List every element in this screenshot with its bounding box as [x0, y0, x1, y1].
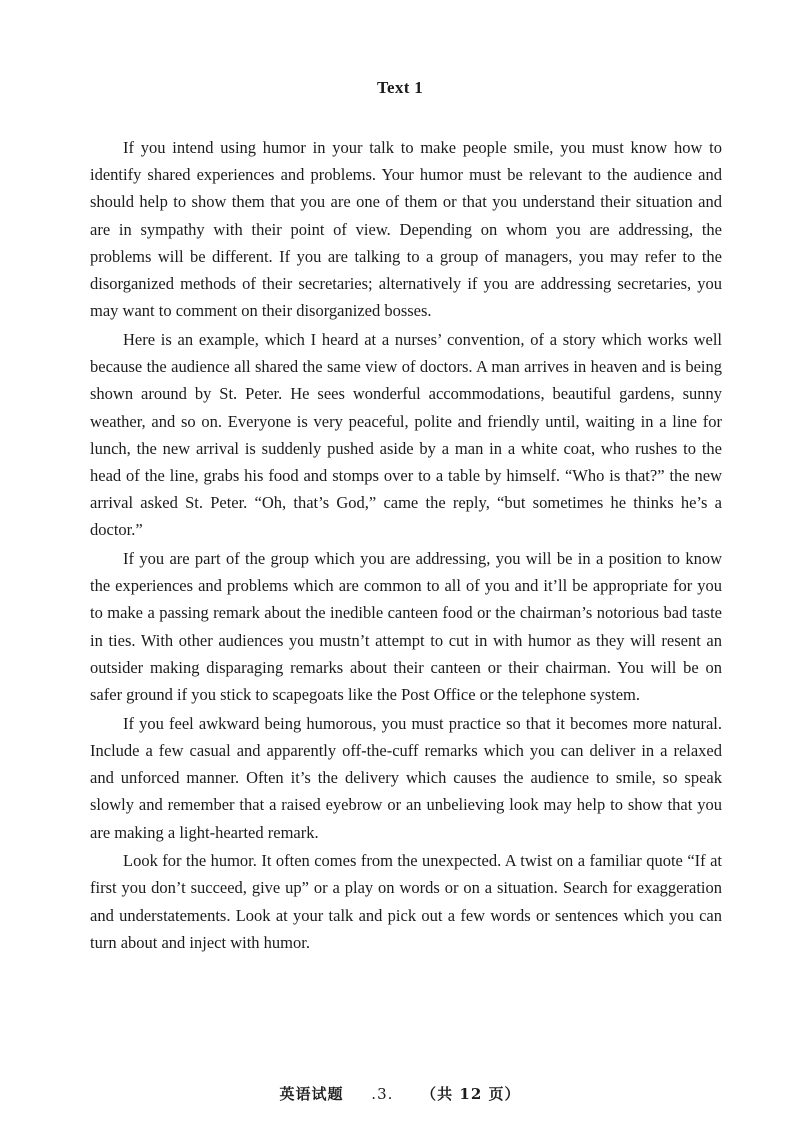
passage-body [90, 134, 722, 958]
paragraph-3: If you are part of the group which you are addressing, you will be in a position to know the experiences and problems which are common to all of you and it’ll be appropriate for you to make a passing remark about the inedible canteen food or the chairman’s notorious bad taste in ties. With other audiences you mustn’t attempt to cut in with humor as they will resent an outsider making disparaging remarks about their canteen or their chairman. You will be on safer ground if you stick to scapegoats like the Post Office or the telephone system. [90, 549, 722, 705]
page-footer [0, 1083, 800, 1104]
footer-total-pages: （共 12 页） [421, 1085, 521, 1103]
paragraph-2: Here is an example, which I heard at a nurses’ convention, of a story which works well because the audience all shared the same view of doctors. A man arrives in heaven and is being shown around by St. Peter. He sees wonderful accommodations, beautiful gardens, sunny weather, and so on. Everyone is very peaceful, polite and friendly until, waiting in a line for lunch, the new arrival is suddenly pushed aside by a man in a white coat, who rushes to the head of the line, grabs his food and stomps over to a table by himself. “Who is that?” the new arrival asked St. Peter. “Oh, that’s God,” came the reply, “but sometimes he thinks he’s a doctor.” [90, 329, 722, 540]
paragraph-1: If you intend using humor in your talk to make people smile, you must know how to identify shared experiences and problems. Your humor must be relevant to the audience and should help to show them that you are one of them or that you understand their situation and are in sympathy with their point of view. Depending on whom you are addressing, the problems will be different. If you are talking to a group of managers, you may refer to the disorganized methods of their secretaries; alternatively if you are addressing secretaries, you may want to comment on their disorganized bosses. [90, 138, 722, 321]
footer-page-number: .3. [371, 1085, 394, 1103]
paragraph-5: Look for the humor. It often comes from the unexpected. A twist on a familiar quote “If at first you don’t succeed, give up” or a play on words or on a situation. Search for exaggeration and understatements. Look at your talk and pick out a few words or sentences which you can turn about and inject with humor. [90, 851, 722, 952]
passage-title: Text 1 [376, 78, 424, 97]
paragraph-4: If you feel awkward being humorous, you must practice so that it becomes more natural. Include a few casual and apparently off-the-cuff remarks which you can deliver in a relaxed and unforced manner. Often it’s the delivery which causes the audience to smile, so speak slowly and remember that a raised eyebrow or an unbelieving look may help to show that you are making a light-hearted remark. [90, 713, 722, 842]
footer-label: 英语试题 [279, 1085, 344, 1103]
